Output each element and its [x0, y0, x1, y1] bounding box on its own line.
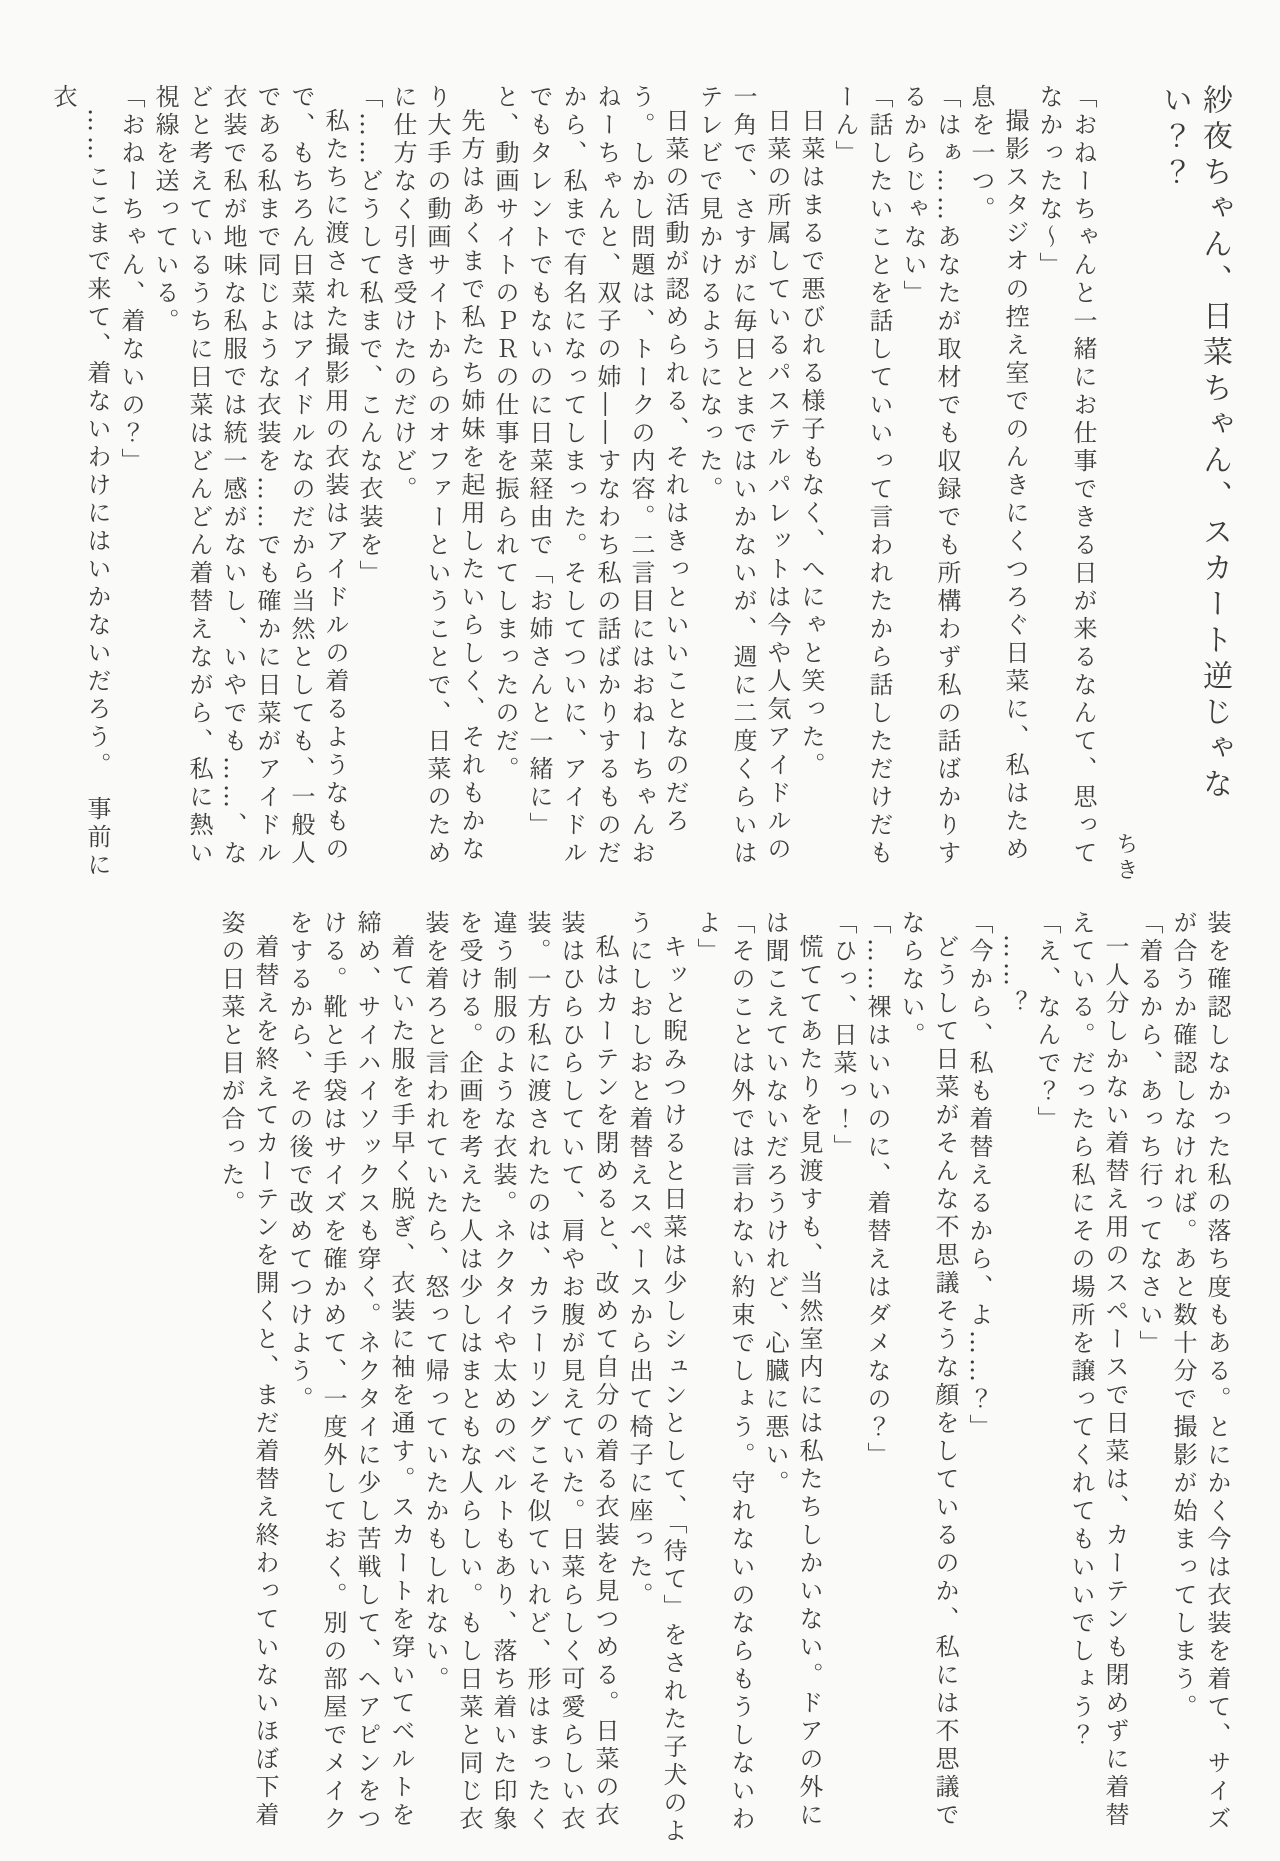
paragraph: 慌ててあたりを見渡すも、当然室内には私たちしかいない。ドアの外には聞こえていないだろうけれど、心臓に悪い。 [761, 910, 823, 1830]
paragraph: 日菜はまるで悪びれる様子もなく、へにゃと笑った。 [797, 108, 825, 780]
paragraph: 着替えを終えてカーテンを開くと、まだ着替え終わっていないほぼ下着姿の日菜と目が合った。 [217, 910, 279, 1830]
paragraph: 「……裸はいいのに、着替えはダメなの？」 [863, 910, 891, 1470]
paragraph: 撮影スタジオの控え室でのんきにくつろぐ日菜に、私はため息を一つ。 [967, 84, 1029, 864]
paragraph: 「ひっ、日菜っ！」 [829, 910, 857, 1162]
paragraph: 着ていた服を手早く脱ぎ、衣装に袖を通す。スカートを穿いてベルトを締め、サイハイソックスも穿く。ネクタイに少し苦戦して、ヘアピンをつける。靴と手袋はサイズを確かめて、一度外しておく。別の部屋でメイクをするから、その後で改めてつけよう。 [285, 910, 415, 1834]
doujin-page-bottom [44, 910, 1234, 1854]
paragraph: 「今から、私も着替えるから、よ……？」 [965, 910, 993, 1442]
paragraph: キッと睨みつけると日菜は少しシュンとして、「待て」をされた子犬のようにしおしおと着替えスペースから出て椅子に座った。 [625, 910, 687, 1846]
paragraph: 「おねーちゃんと一緒にお仕事できる日が来るなんて、思ってなかったな～」 [1035, 84, 1097, 868]
paragraph: どうして日菜がそんな不思議そうな顔をしているのか、私には不思議でならない。 [897, 910, 959, 1830]
paragraph: 「……どうして私まで、こんな衣装を」 [355, 84, 383, 588]
paragraph: 日菜の所属しているパステルパレットは今や人気アイドルの一角で、さすがに毎日とまではいかないが、週に二度くらいはテレビで見かけるようになった。 [695, 84, 791, 868]
paragraph: 「話したいことを話していいって言われたから話しただけだもーん」 [831, 84, 893, 868]
paragraph: 「え、なんで？」 [1033, 910, 1061, 1134]
paragraph: 一人分しかない着替え用のスペースで日菜は、カーテンも閉めずに着替えている。だったら私にその場所を譲ってくれてもいいでしょう？ [1067, 910, 1129, 1830]
author-name: ちき [1113, 832, 1138, 884]
paragraph: ……？ [999, 934, 1027, 1018]
paragraph: 「はぁ……あなたが取材でも収録でも所構わず私の話ばかりするからじゃない」 [899, 84, 961, 868]
paragraph: 「おねーちゃん、着ないの？」 [117, 84, 145, 476]
paragraph: 私はカーテンを閉めると、改めて自分の着る衣装を見つめる。日菜の衣装はひらひらしていて、肩やお腹が見えていた。日菜らしく可愛らしい衣装。一方私に渡されたのは、カラーリングこそ似ていれど、形はまったく違う制服のような衣装。ネクタイや太めのベルトもあり、落ち着いた印象を受ける。企画を考えた人は少しはまともな人らしい。もし日菜と同じ衣装を着ろと言われていたら、怒って帰っていたかもしれない。 [421, 910, 619, 1834]
doujin-page-top [44, 84, 1234, 884]
paragraph: 「そのことは外では言わない約束でしょう。守れないのならもうしないわよ」 [693, 910, 755, 1834]
paragraph: 装を確認しなかった私の落ち度もある。とにかく今は衣装を着て、サイズが合うか確認しなければ。あと数十分で撮影が始まってしまう。 [1169, 910, 1231, 1834]
paragraph: ……ここまで来て、着ないわけにはいかないだろう。 事前に衣 [49, 84, 111, 880]
paragraph: 私たちに渡された撮影用の衣装はアイドルの着るようなもので、もちろん日菜はアイドルなのだから当然としても、一般人である私まで同じような衣装を……でも確かに日菜がアイドル衣装で私が地味な私服では統一感がないし、いやでも……、などと考えているうちに日菜はどんどん着替えながら、私に熱い視線を送っている。 [151, 84, 349, 868]
paragraph: 「着るから、あっち行ってなさい」 [1135, 910, 1163, 1358]
paragraph: 先方はあくまで私たち姉妹を起用したいらしく、それもかなり大手の動画サイトからのオファーということで、日菜のために仕方なく引き受けたのだけど。 [389, 84, 485, 868]
paragraph: 日菜の活動が認められる、それはきっといいことなのだろう。しかし問題は、トークの内容。二言目にはおねーちゃんおねーちゃんと、双子の姉――すなわち私の話ばかりするものだから、私まで有名になってしまった。そしてついに、アイドルでもタレントでもないのに日菜経由で「お姉さんと一緒に」と、動画サイトのＰＲの仕事を振られてしまったのだ。 [491, 84, 689, 868]
story-title: 紗夜ちゃん、日菜ちゃん、スカート逆じゃない？？ [1157, 84, 1232, 804]
